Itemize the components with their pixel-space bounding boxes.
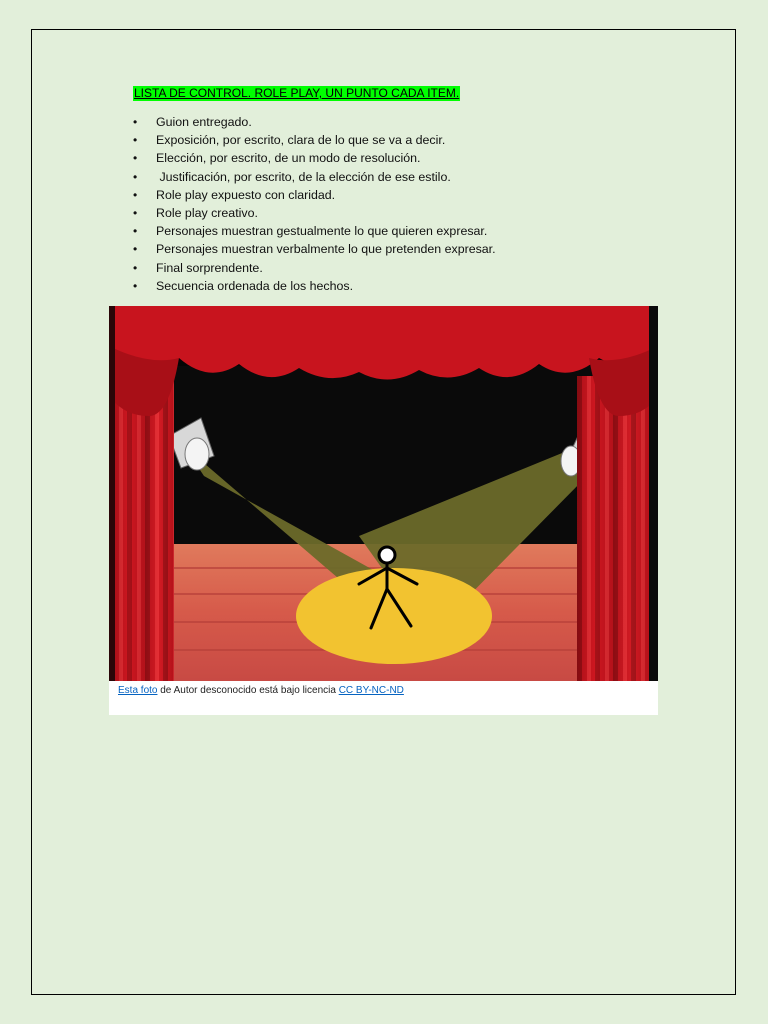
left-curtain-shade [114, 376, 174, 681]
list-item: • Role play expuesto con claridad. [130, 186, 496, 204]
list-item: • Exposición, por escrito, clara de lo que se va a decir. [130, 131, 496, 149]
photo-link[interactable]: Esta foto [118, 685, 158, 696]
bullet-icon: • [133, 187, 138, 202]
list-item: • Elección, por escrito, de un modo de resolución. [130, 149, 496, 167]
theater-stage-illustration [109, 306, 658, 681]
license-link[interactable]: CC BY-NC-ND [338, 685, 404, 696]
checklist-heading: LISTA DE CONTROL. ROLE PLAY, UN PUNTO CADA ITEM. [134, 86, 460, 100]
list-item: • Secuencia ordenada de los hechos. [130, 277, 496, 295]
right-black-edge [649, 306, 658, 681]
figure [109, 306, 658, 715]
bullet-icon: • [133, 151, 138, 166]
spotlight-circle [296, 568, 492, 664]
bullet-icon: • [133, 205, 138, 220]
list-item: • Guion entregado. [130, 113, 496, 131]
bullet-icon: • [133, 242, 138, 257]
right-curtain-shade [577, 376, 649, 681]
bullet-icon: • [133, 224, 138, 239]
left-black-edge [109, 306, 115, 681]
bullet-icon: • [133, 260, 138, 275]
bullet-icon: • [133, 115, 138, 129]
list-item: • Personajes muestran gestualmente lo que quieren expresar. [130, 222, 496, 240]
image-caption: Esta foto de Autor desconocido está bajo licencia CC BY-NC-ND [118, 685, 404, 696]
list-item: • Final sorprendente. [130, 259, 496, 277]
checklist [130, 113, 496, 295]
list-item: • Role play creativo. [130, 204, 496, 222]
list-item: • Justificación, por escrito, de la elección de ese estilo. [130, 168, 496, 186]
bullet-icon: • [133, 278, 138, 293]
bullet-icon: • [133, 133, 138, 148]
list-item: • Personajes muestran verbalmente lo que pretenden expresar. [130, 240, 496, 258]
bullet-icon: • [133, 169, 138, 184]
